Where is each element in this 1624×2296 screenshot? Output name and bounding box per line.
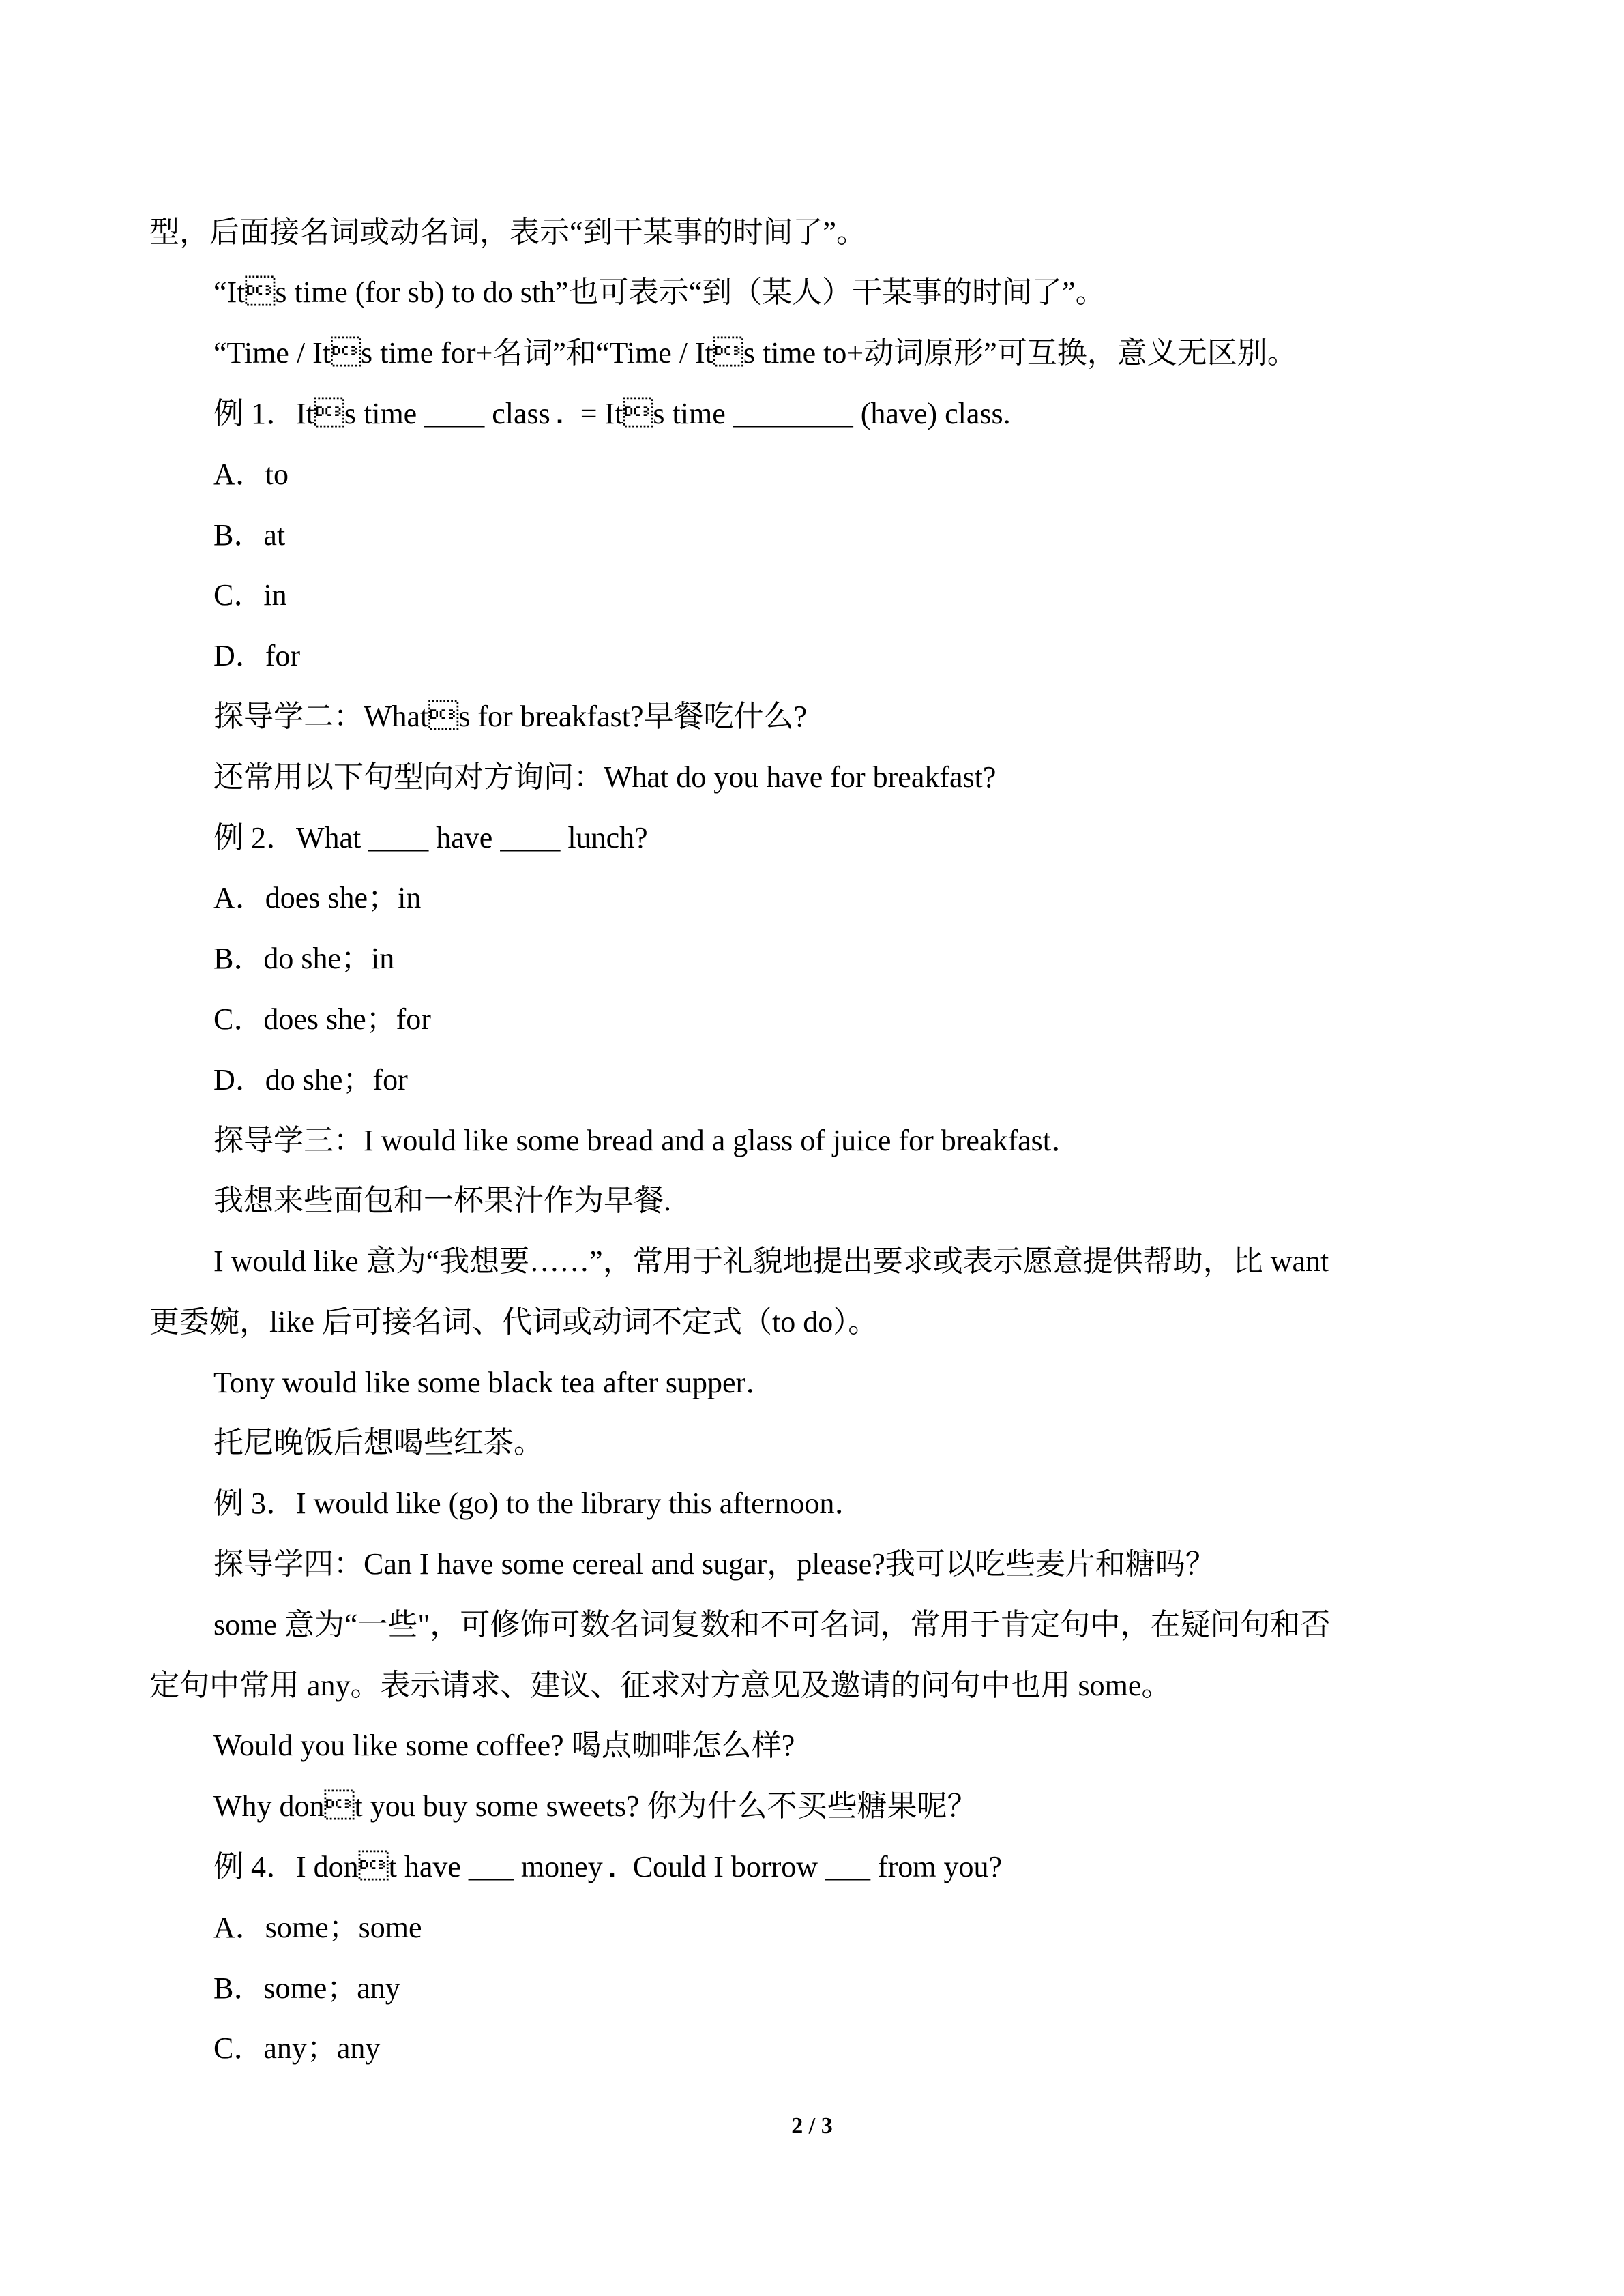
example-4-question: 例 4．I dont have ___ money．Could I borrow ___ from you? — [213, 1850, 1003, 1883]
example-2-option-c: C．does she；for — [213, 1002, 431, 1036]
section-heading-4: 探导学四：Can I have some cereal and sugar，please?我可以吃些麦片和糖吗？ — [213, 1547, 1215, 1581]
text-line-2: “Its time (for sb) to do sth”也可表示“到（某人）干某事的时间了”。 — [213, 275, 1106, 309]
text-line-26: Would you like some coffee? 喝点咖啡怎么样? — [213, 1729, 795, 1762]
example-2-option-a: A．does she；in — [213, 881, 422, 914]
example-2-option-b: B．do she；in — [213, 942, 395, 975]
example-1-question: 例 1．Its time ____ class．= Its time ________ (have) class. — [213, 397, 1011, 430]
text-line-20: Tony would like some black tea after supper． — [213, 1366, 776, 1399]
example-4-option-c: C．any；any — [213, 2031, 381, 2065]
example-1-option-a: A．to — [213, 458, 289, 491]
page-number: 2 / 3 — [791, 2113, 833, 2138]
text-line-18: I would like 意为“我想要……”，常用于礼貌地提出要求或表示愿意提供帮助，比 want — [213, 1244, 1329, 1278]
example-1-option-b: B．at — [213, 518, 286, 552]
example-2-question: 例 2．What ____ have ____ lunch? — [213, 821, 648, 854]
example-3-question: 例 3．I would like (go) to the library this afternoon． — [213, 1487, 865, 1520]
example-1-option-c: C．in — [213, 578, 287, 612]
text-line-24: some 意为“一些"，可修饰可数名词复数和不可名词，常用于肯定句中，在疑问句和否 — [213, 1608, 1331, 1641]
text-line-17: 我想来些面包和一杯果汁作为早餐. — [213, 1184, 671, 1217]
section-heading-2: 探导学二：Whats for breakfast?早餐吃什么? — [213, 700, 808, 733]
text-line-19: 更委婉，like 后可接名词、代词或动词不定式（to do）。 — [149, 1305, 879, 1339]
text-line-21: 托尼晚饭后想喝些红茶。 — [213, 1426, 544, 1459]
example-4-option-b: B．some；any — [213, 1971, 400, 2005]
text-line-3: “Time / Its time for+名词”和“Time / Its time to+动词原形”可互换，意义无区别。 — [213, 336, 1297, 370]
text-line-10: 还常用以下句型向对方询问：What do you have for breakfast? — [213, 760, 996, 794]
text-line-27: Why dont you buy some sweets? 你为什么不买些糖果呢？ — [213, 1789, 977, 1823]
example-1-option-d: D．for — [213, 639, 301, 672]
section-heading-3: 探导学三：I would like some bread and a glass of juice for breakfast． — [213, 1124, 1081, 1157]
text-line-25: 定句中常用 any。表示请求、建议、征求对方意见及邀请的问句中也用 some。 — [149, 1669, 1172, 1702]
text-line-1: 型，后面接名词或动名词，表示“到干某事的时间了”。 — [149, 215, 867, 249]
example-4-option-a: A．some；some — [213, 1911, 422, 1944]
example-2-option-d: D．do she；for — [213, 1063, 408, 1097]
